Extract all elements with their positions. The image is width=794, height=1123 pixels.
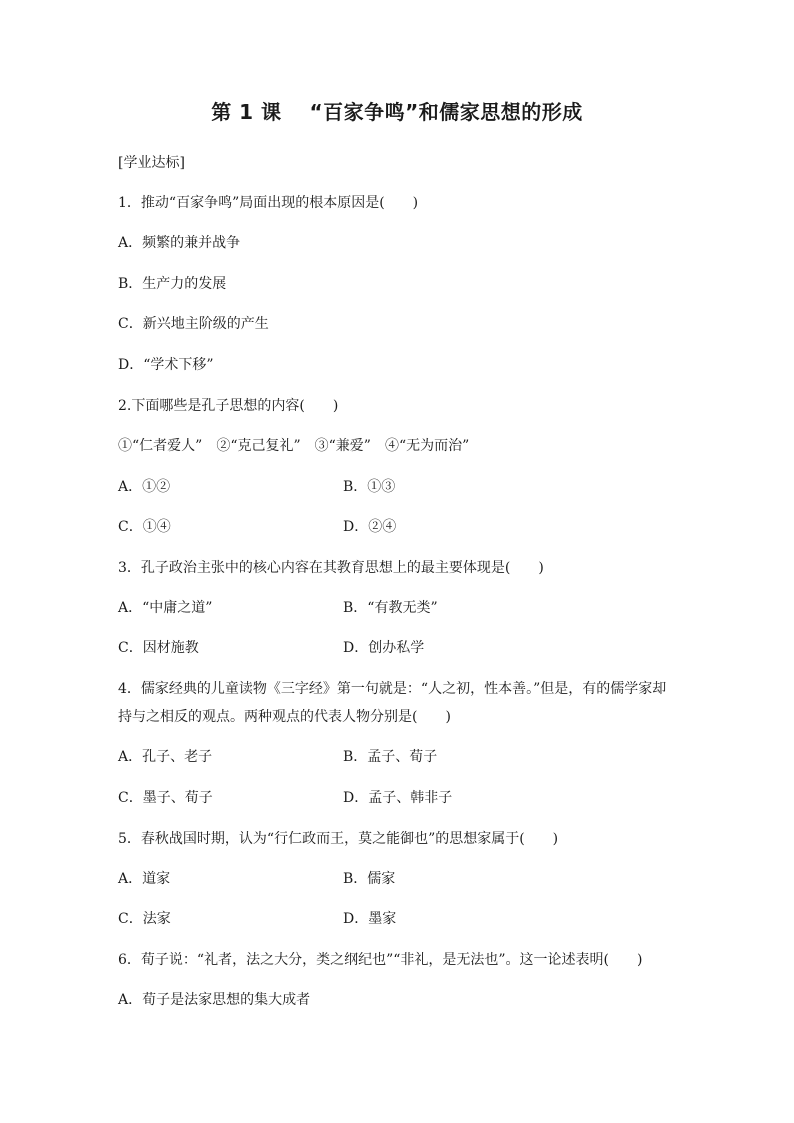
question-2-option-a: A．①② <box>118 479 171 495</box>
question-1-option-c: C．新兴地主阶级的产生 <box>118 316 269 332</box>
question-4-option-b: B．孟子、荀子 <box>343 749 438 765</box>
question-3-option-b: B．“有教无类” <box>343 600 438 616</box>
question-5-option-c: C．法家 <box>118 911 171 927</box>
question-5-option-d: D．墨家 <box>343 911 397 927</box>
question-2-option-c: C．①④ <box>118 519 171 535</box>
question-2-option-d: D．②④ <box>343 519 397 535</box>
question-3-option-a: A．“中庸之道” <box>118 600 213 616</box>
question-5-stem: 5．春秋战国时期，认为“行仁政而王，莫之能御也”的思想家属于( ) <box>118 831 559 847</box>
question-3-option-d: D．创办私学 <box>343 640 425 656</box>
question-4-stem-line-2: 持与之相反的观点。两种观点的代表人物分别是( ) <box>118 709 451 725</box>
question-6-option-a: A．荀子是法家思想的集大成者 <box>118 992 311 1008</box>
question-4-option-a: A．孔子、老子 <box>118 749 213 765</box>
section-heading: [学业达标] <box>118 155 185 171</box>
question-6-stem: 6．荀子说：“礼者，法之大分，类之纲纪也”“非礼，是无法也”。这一论述表明( ) <box>118 952 643 968</box>
question-3-stem: 3．孔子政治主张中的核心内容在其教育思想上的最主要体现是( ) <box>118 560 544 576</box>
question-3-option-c: C．因材施教 <box>118 640 199 656</box>
question-2-items: ①“仁者爱人” ②“克己复礼” ③“兼爱” ④“无为而治” <box>118 438 470 454</box>
question-2-option-b: B．①③ <box>343 479 396 495</box>
question-2-stem: 2.下面哪些是孔子思想的内容( ) <box>118 398 339 414</box>
question-5-option-a: A．道家 <box>118 871 171 887</box>
question-4-option-d: D．孟子、韩非子 <box>343 790 453 806</box>
question-1-option-b: B．生产力的发展 <box>118 276 227 292</box>
question-4-option-c: C．墨子、荀子 <box>118 790 213 806</box>
page-title: 第 1 课 “百家争鸣”和儒家思想的形成 <box>211 100 583 124</box>
question-5-option-b: B．儒家 <box>343 871 396 887</box>
question-4-stem-line-1: 4．儒家经典的儿童读物《三字经》第一句就是：“人之初，性本善。”但是，有的儒学家却 <box>118 681 667 697</box>
question-1-option-a: A．频繁的兼并战争 <box>118 235 241 251</box>
question-1-option-d: D．“学术下移” <box>118 357 214 373</box>
question-1-stem: 1．推动“百家争鸣”局面出现的根本原因是( ) <box>118 195 419 211</box>
